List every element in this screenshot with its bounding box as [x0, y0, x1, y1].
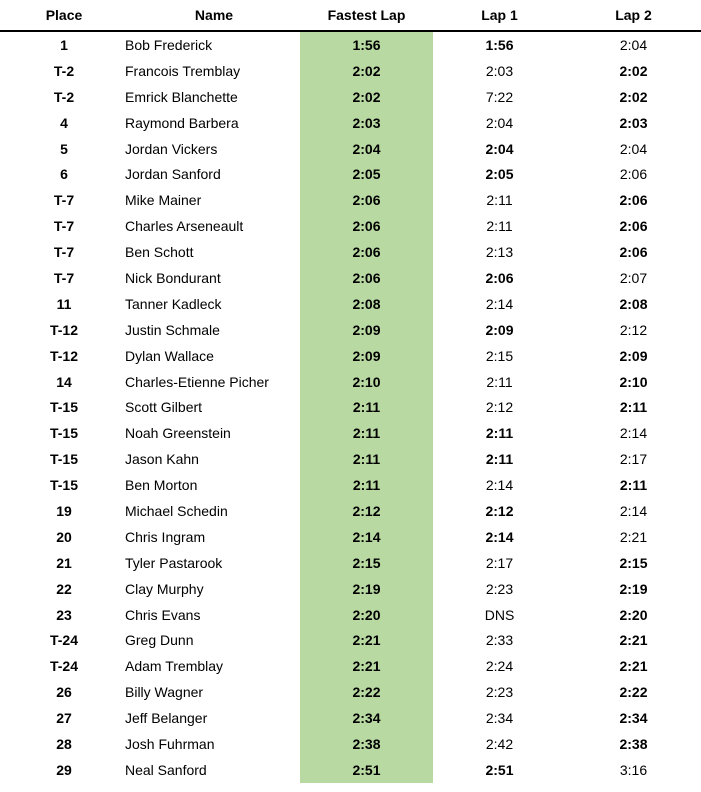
name-cell: Greg Dunn: [125, 632, 194, 649]
header-place: Place: [0, 0, 128, 31]
place-cell: T-12: [49, 321, 78, 338]
fastest-lap-cell: 2:20: [300, 602, 433, 628]
lap-2-cell: 2:07: [619, 269, 648, 286]
header-fastest-lap: Fastest Lap: [300, 0, 433, 31]
place-cell: 29: [56, 761, 72, 778]
name-cell: Jordan Sanford: [125, 166, 221, 183]
place-cell: 14: [56, 373, 72, 390]
place-cell: T-15: [49, 399, 78, 416]
lap-2-cell: 2:17: [619, 451, 648, 468]
place-cell: T-15: [49, 451, 78, 468]
lap-1-cell: 2:11: [486, 373, 513, 390]
lap-1-cell: 2:23: [485, 580, 514, 597]
name-cell: Neal Sanford: [125, 761, 207, 778]
place-cell: T-15: [49, 425, 78, 442]
table-row: [0, 550, 701, 576]
lap-1-cell: 2:14: [485, 295, 514, 312]
name-cell: Michael Schedin: [125, 502, 228, 519]
fastest-lap-cell: 1:56: [300, 31, 433, 58]
place-cell: T-7: [53, 244, 75, 261]
fastest-lap-cell: 2:09: [300, 343, 433, 369]
place-cell: 1: [60, 36, 68, 53]
table-row: [0, 31, 701, 58]
lap-1-cell: 2:04: [485, 114, 514, 131]
lap-1-cell: 2:03: [485, 62, 514, 79]
lap-1-cell: 2:11: [486, 218, 513, 235]
table-row: [0, 394, 701, 420]
name-cell: Justin Schmale: [125, 321, 220, 338]
lap-2-cell: 2:04: [619, 140, 648, 157]
name-cell: Jason Kahn: [125, 451, 199, 468]
table-row: [0, 420, 701, 446]
results-body: [0, 31, 701, 783]
lap-2-cell: 2:11: [619, 477, 648, 494]
lap-1-cell: 2:04: [485, 140, 514, 157]
fastest-lap-cell: 2:06: [300, 187, 433, 213]
fastest-lap-cell: 2:06: [300, 239, 433, 265]
table-row: [0, 265, 701, 291]
name-cell: Scott Gilbert: [125, 399, 203, 416]
name-cell: Tyler Pastarook: [125, 554, 223, 571]
lap-2-cell: 2:21: [619, 528, 648, 545]
lap-2-cell: 2:04: [619, 36, 648, 53]
place-cell: T-24: [49, 632, 78, 649]
table-row: [0, 627, 701, 653]
lap-2-cell: 2:02: [619, 88, 648, 105]
table-row: [0, 291, 701, 317]
table-row: [0, 472, 701, 498]
lap-2-cell: 2:09: [619, 347, 648, 364]
lap-1-cell: 2:34: [485, 710, 514, 727]
place-cell: 6: [60, 166, 68, 183]
place-cell: 20: [56, 528, 72, 545]
place-cell: 22: [56, 580, 72, 597]
place-cell: 11: [56, 295, 72, 312]
lap-2-cell: 2:06: [619, 166, 648, 183]
fastest-lap-cell: 2:06: [300, 213, 433, 239]
table-row: [0, 705, 701, 731]
fastest-lap-cell: 2:11: [300, 446, 433, 472]
name-cell: Chris Evans: [125, 606, 201, 623]
fastest-lap-cell: 2:22: [300, 679, 433, 705]
lap-2-cell: 2:19: [619, 580, 648, 597]
header-lap-2: Lap 2: [566, 0, 701, 31]
lap-1-cell: 2:15: [485, 347, 514, 364]
name-cell: Mike Mainer: [125, 192, 202, 209]
place-cell: 4: [60, 114, 68, 131]
table-row: [0, 757, 701, 783]
lap-1-cell: 1:56: [485, 36, 514, 53]
fastest-lap-cell: 2:51: [300, 757, 433, 783]
name-cell: Dylan Wallace: [125, 347, 214, 364]
name-cell: Jeff Belanger: [125, 710, 208, 727]
lap-2-cell: 2:11: [619, 399, 648, 416]
place-cell: 26: [56, 684, 72, 701]
table-row: [0, 524, 701, 550]
name-cell: Raymond Barbera: [125, 114, 239, 131]
fastest-lap-cell: 2:21: [300, 627, 433, 653]
table-row: [0, 498, 701, 524]
table-row: [0, 136, 701, 162]
fastest-lap-cell: 2:03: [300, 110, 433, 136]
place-cell: T-15: [49, 477, 78, 494]
lap-1-cell: 2:06: [485, 269, 514, 286]
lap-2-cell: 2:22: [619, 684, 648, 701]
name-cell: Charles-Etienne Picher: [125, 373, 269, 390]
name-cell: Billy Wagner: [125, 684, 204, 701]
place-cell: T-24: [49, 658, 78, 675]
lap-1-cell: 7:22: [485, 88, 514, 105]
lap-2-cell: 2:34: [619, 710, 648, 727]
table-row: [0, 679, 701, 705]
lap-1-cell: 2:11: [486, 192, 513, 209]
table-row: [0, 343, 701, 369]
name-cell: Emrick Blanchette: [125, 88, 238, 105]
lap-2-cell: 2:08: [619, 295, 648, 312]
name-cell: Ben Schott: [125, 244, 194, 261]
header-row: [0, 0, 701, 31]
name-cell: Chris Ingram: [125, 528, 206, 545]
lap-1-cell: 2:13: [485, 244, 514, 261]
lap-1-cell: 2:42: [485, 735, 514, 752]
fastest-lap-cell: 2:02: [300, 84, 433, 110]
lap-2-cell: 2:06: [619, 192, 648, 209]
name-cell: Charles Arseneault: [125, 218, 244, 235]
place-cell: 23: [56, 606, 72, 623]
place-cell: T-7: [53, 269, 75, 286]
header-name: Name: [128, 0, 300, 31]
lap-2-cell: 2:38: [619, 735, 648, 752]
lap-2-cell: 2:06: [619, 244, 648, 261]
lap-1-cell: 2:14: [485, 528, 514, 545]
table-row: [0, 161, 701, 187]
lap-2-cell: 2:12: [619, 321, 648, 338]
fastest-lap-cell: 2:08: [300, 291, 433, 317]
table-row: [0, 576, 701, 602]
table-row: [0, 110, 701, 136]
name-cell: Nick Bondurant: [125, 269, 221, 286]
table-row: [0, 239, 701, 265]
lap-2-cell: 2:15: [619, 554, 648, 571]
place-cell: T-2: [53, 88, 75, 105]
name-cell: Tanner Kadleck: [125, 295, 222, 312]
place-cell: T-12: [49, 347, 78, 364]
lap-2-cell: 2:14: [619, 502, 648, 519]
name-cell: Bob Frederick: [125, 36, 213, 53]
name-cell: Jordan Vickers: [125, 140, 218, 157]
table-row: [0, 213, 701, 239]
fastest-lap-cell: 2:11: [300, 394, 433, 420]
fastest-lap-cell: 2:04: [300, 136, 433, 162]
lap-2-cell: 2:20: [619, 606, 648, 623]
lap-1-cell: 2:23: [485, 684, 514, 701]
header-lap-1: Lap 1: [433, 0, 566, 31]
lap-1-cell: 2:33: [485, 632, 514, 649]
lap-1-cell: 2:09: [485, 321, 514, 338]
name-cell: Noah Greenstein: [125, 425, 231, 442]
fastest-lap-cell: 2:02: [300, 58, 433, 84]
lap-1-cell: 2:11: [485, 425, 514, 442]
lap-2-cell: 2:03: [619, 114, 648, 131]
name-cell: Adam Tremblay: [125, 658, 224, 675]
lap-2-cell: 2:21: [619, 632, 648, 649]
fastest-lap-cell: 2:34: [300, 705, 433, 731]
fastest-lap-cell: 2:11: [300, 472, 433, 498]
name-cell: Ben Morton: [125, 477, 198, 494]
place-cell: 19: [56, 502, 72, 519]
table-row: [0, 731, 701, 757]
fastest-lap-cell: 2:05: [300, 161, 433, 187]
fastest-lap-cell: 2:06: [300, 265, 433, 291]
table-row: [0, 58, 701, 84]
table-row: [0, 653, 701, 679]
table-row: [0, 187, 701, 213]
name-cell: Josh Fuhrman: [125, 735, 215, 752]
lap-2-cell: 2:14: [619, 425, 648, 442]
lap-2-cell: 2:06: [619, 218, 648, 235]
fastest-lap-cell: 2:19: [300, 576, 433, 602]
lap-1-cell: 2:12: [485, 502, 514, 519]
fastest-lap-cell: 2:14: [300, 524, 433, 550]
place-cell: T-7: [53, 218, 75, 235]
lap-2-cell: 2:21: [619, 658, 648, 675]
fastest-lap-cell: 2:09: [300, 317, 433, 343]
lap-1-cell: 2:14: [485, 477, 514, 494]
table-row: [0, 369, 701, 395]
lap-2-cell: 3:16: [619, 761, 648, 778]
table-row: [0, 602, 701, 628]
place-cell: T-2: [53, 62, 75, 79]
place-cell: 5: [60, 140, 68, 157]
lap-1-cell: 2:11: [485, 451, 514, 468]
lap-1-cell: 2:51: [485, 761, 514, 778]
lap-1-cell: 2:24: [485, 658, 514, 675]
place-cell: 27: [56, 710, 72, 727]
table-row: [0, 317, 701, 343]
name-cell: Francois Tremblay: [125, 62, 241, 79]
table-row: [0, 446, 701, 472]
fastest-lap-cell: 2:38: [300, 731, 433, 757]
lap-1-cell: 2:12: [485, 399, 514, 416]
lap-2-cell: 2:02: [619, 62, 648, 79]
lap-1-cell: 2:05: [485, 166, 514, 183]
fastest-lap-cell: 2:11: [300, 420, 433, 446]
place-cell: 28: [56, 735, 72, 752]
fastest-lap-cell: 2:21: [300, 653, 433, 679]
fastest-lap-cell: 2:15: [300, 550, 433, 576]
fastest-lap-cell: 2:10: [300, 369, 433, 395]
name-cell: Clay Murphy: [125, 580, 204, 597]
place-cell: 21: [56, 554, 72, 571]
place-cell: T-7: [53, 192, 75, 209]
lap-1-cell: DNS: [484, 606, 515, 623]
lap-1-cell: 2:17: [485, 554, 514, 571]
fastest-lap-cell: 2:12: [300, 498, 433, 524]
lap-2-cell: 2:10: [619, 373, 648, 390]
table-row: [0, 84, 701, 110]
